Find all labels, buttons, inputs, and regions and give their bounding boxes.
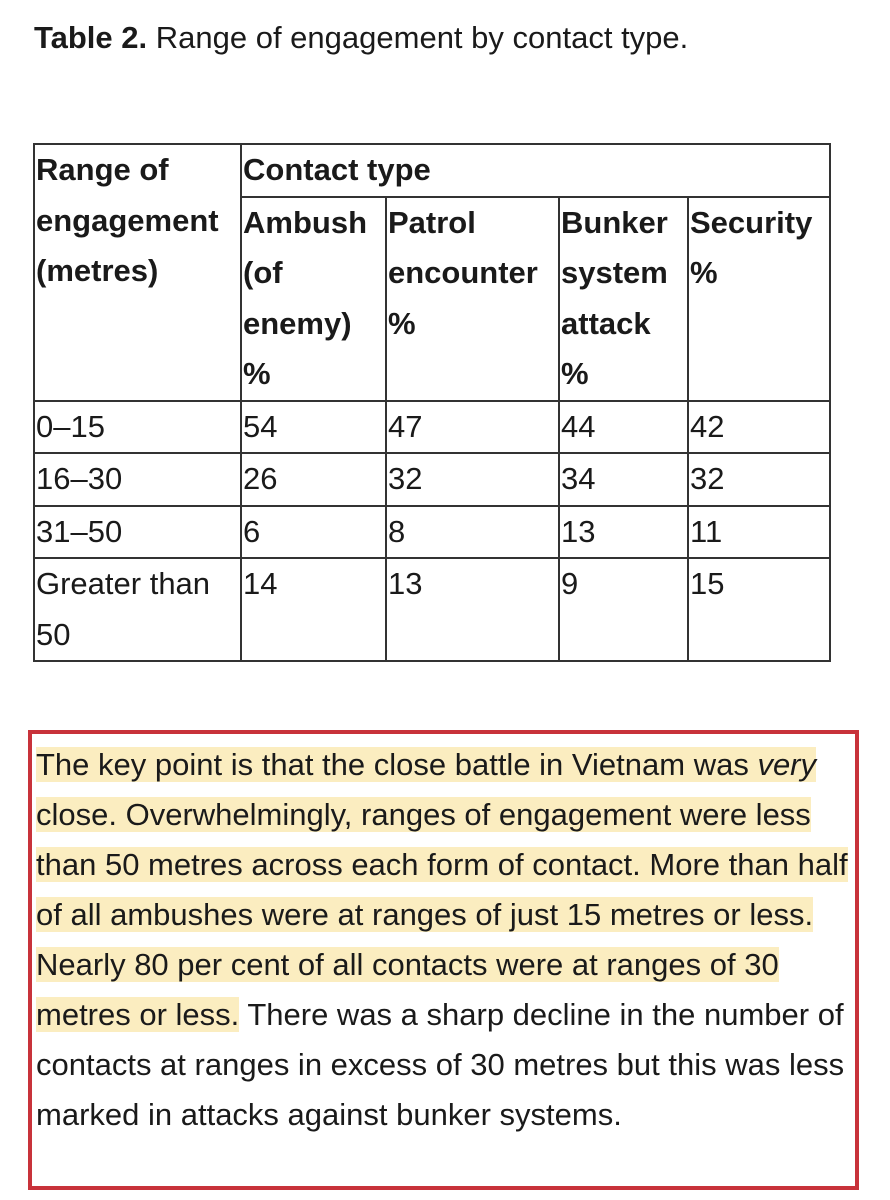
value-cell: 44: [559, 401, 688, 454]
highlighted-text-part2: close. Overwhelmingly, ranges of engagement were less than 50 metres across each form of contact. More than half of all ambushes were at ranges of just 15 metres or less. Nearly 80 per cent of all contacts were at ranges of 30 metres or less.: [36, 797, 848, 1032]
table-row: [34, 506, 830, 559]
table-caption-label: Table 2.: [34, 20, 148, 55]
value-cell: 42: [688, 401, 830, 454]
range-cell: 16–30: [34, 453, 241, 506]
value-cell: 13: [386, 558, 559, 661]
table-row: [34, 401, 830, 454]
value-cell: 47: [386, 401, 559, 454]
highlighted-text: [36, 747, 848, 1032]
value-cell: 9: [559, 558, 688, 661]
plain-text: There was a sharp decline in the number of contacts at ranges in excess of 30 metres but this was less marked in attacks against bunker systems.: [36, 997, 845, 1132]
emphasis-text: very: [757, 747, 817, 782]
passage-paragraph: [32, 734, 858, 1140]
value-cell: 15: [688, 558, 830, 661]
highlighted-passage-box: [28, 730, 859, 1190]
column-header-security: Security %: [688, 197, 830, 401]
table-caption-text: Range of engagement by contact type.: [147, 20, 689, 55]
row-header-range: Range of engagement (metres): [34, 144, 241, 401]
column-header-ambush: Ambush (of enemy) %: [241, 197, 386, 401]
range-cell: 0–15: [34, 401, 241, 454]
value-cell: 6: [241, 506, 386, 559]
table-row: [34, 453, 830, 506]
group-header-contact-type: Contact type: [241, 144, 830, 197]
value-cell: 13: [559, 506, 688, 559]
value-cell: 11: [688, 506, 830, 559]
value-cell: 32: [688, 453, 830, 506]
value-cell: 14: [241, 558, 386, 661]
range-cell: Greater than 50: [34, 558, 241, 661]
value-cell: 26: [241, 453, 386, 506]
table-row: [34, 558, 830, 661]
table-caption: [34, 16, 688, 60]
column-header-patrol: Patrol encounter %: [386, 197, 559, 401]
value-cell: 32: [386, 453, 559, 506]
range-cell: 31–50: [34, 506, 241, 559]
value-cell: 8: [386, 506, 559, 559]
engagement-table: [33, 143, 831, 662]
column-header-bunker: Bunker system attack %: [559, 197, 688, 401]
value-cell: 34: [559, 453, 688, 506]
highlighted-text-part1: The key point is that the close battle in Vietnam was: [36, 747, 758, 782]
table-header-row: [34, 144, 830, 197]
value-cell: 54: [241, 401, 386, 454]
